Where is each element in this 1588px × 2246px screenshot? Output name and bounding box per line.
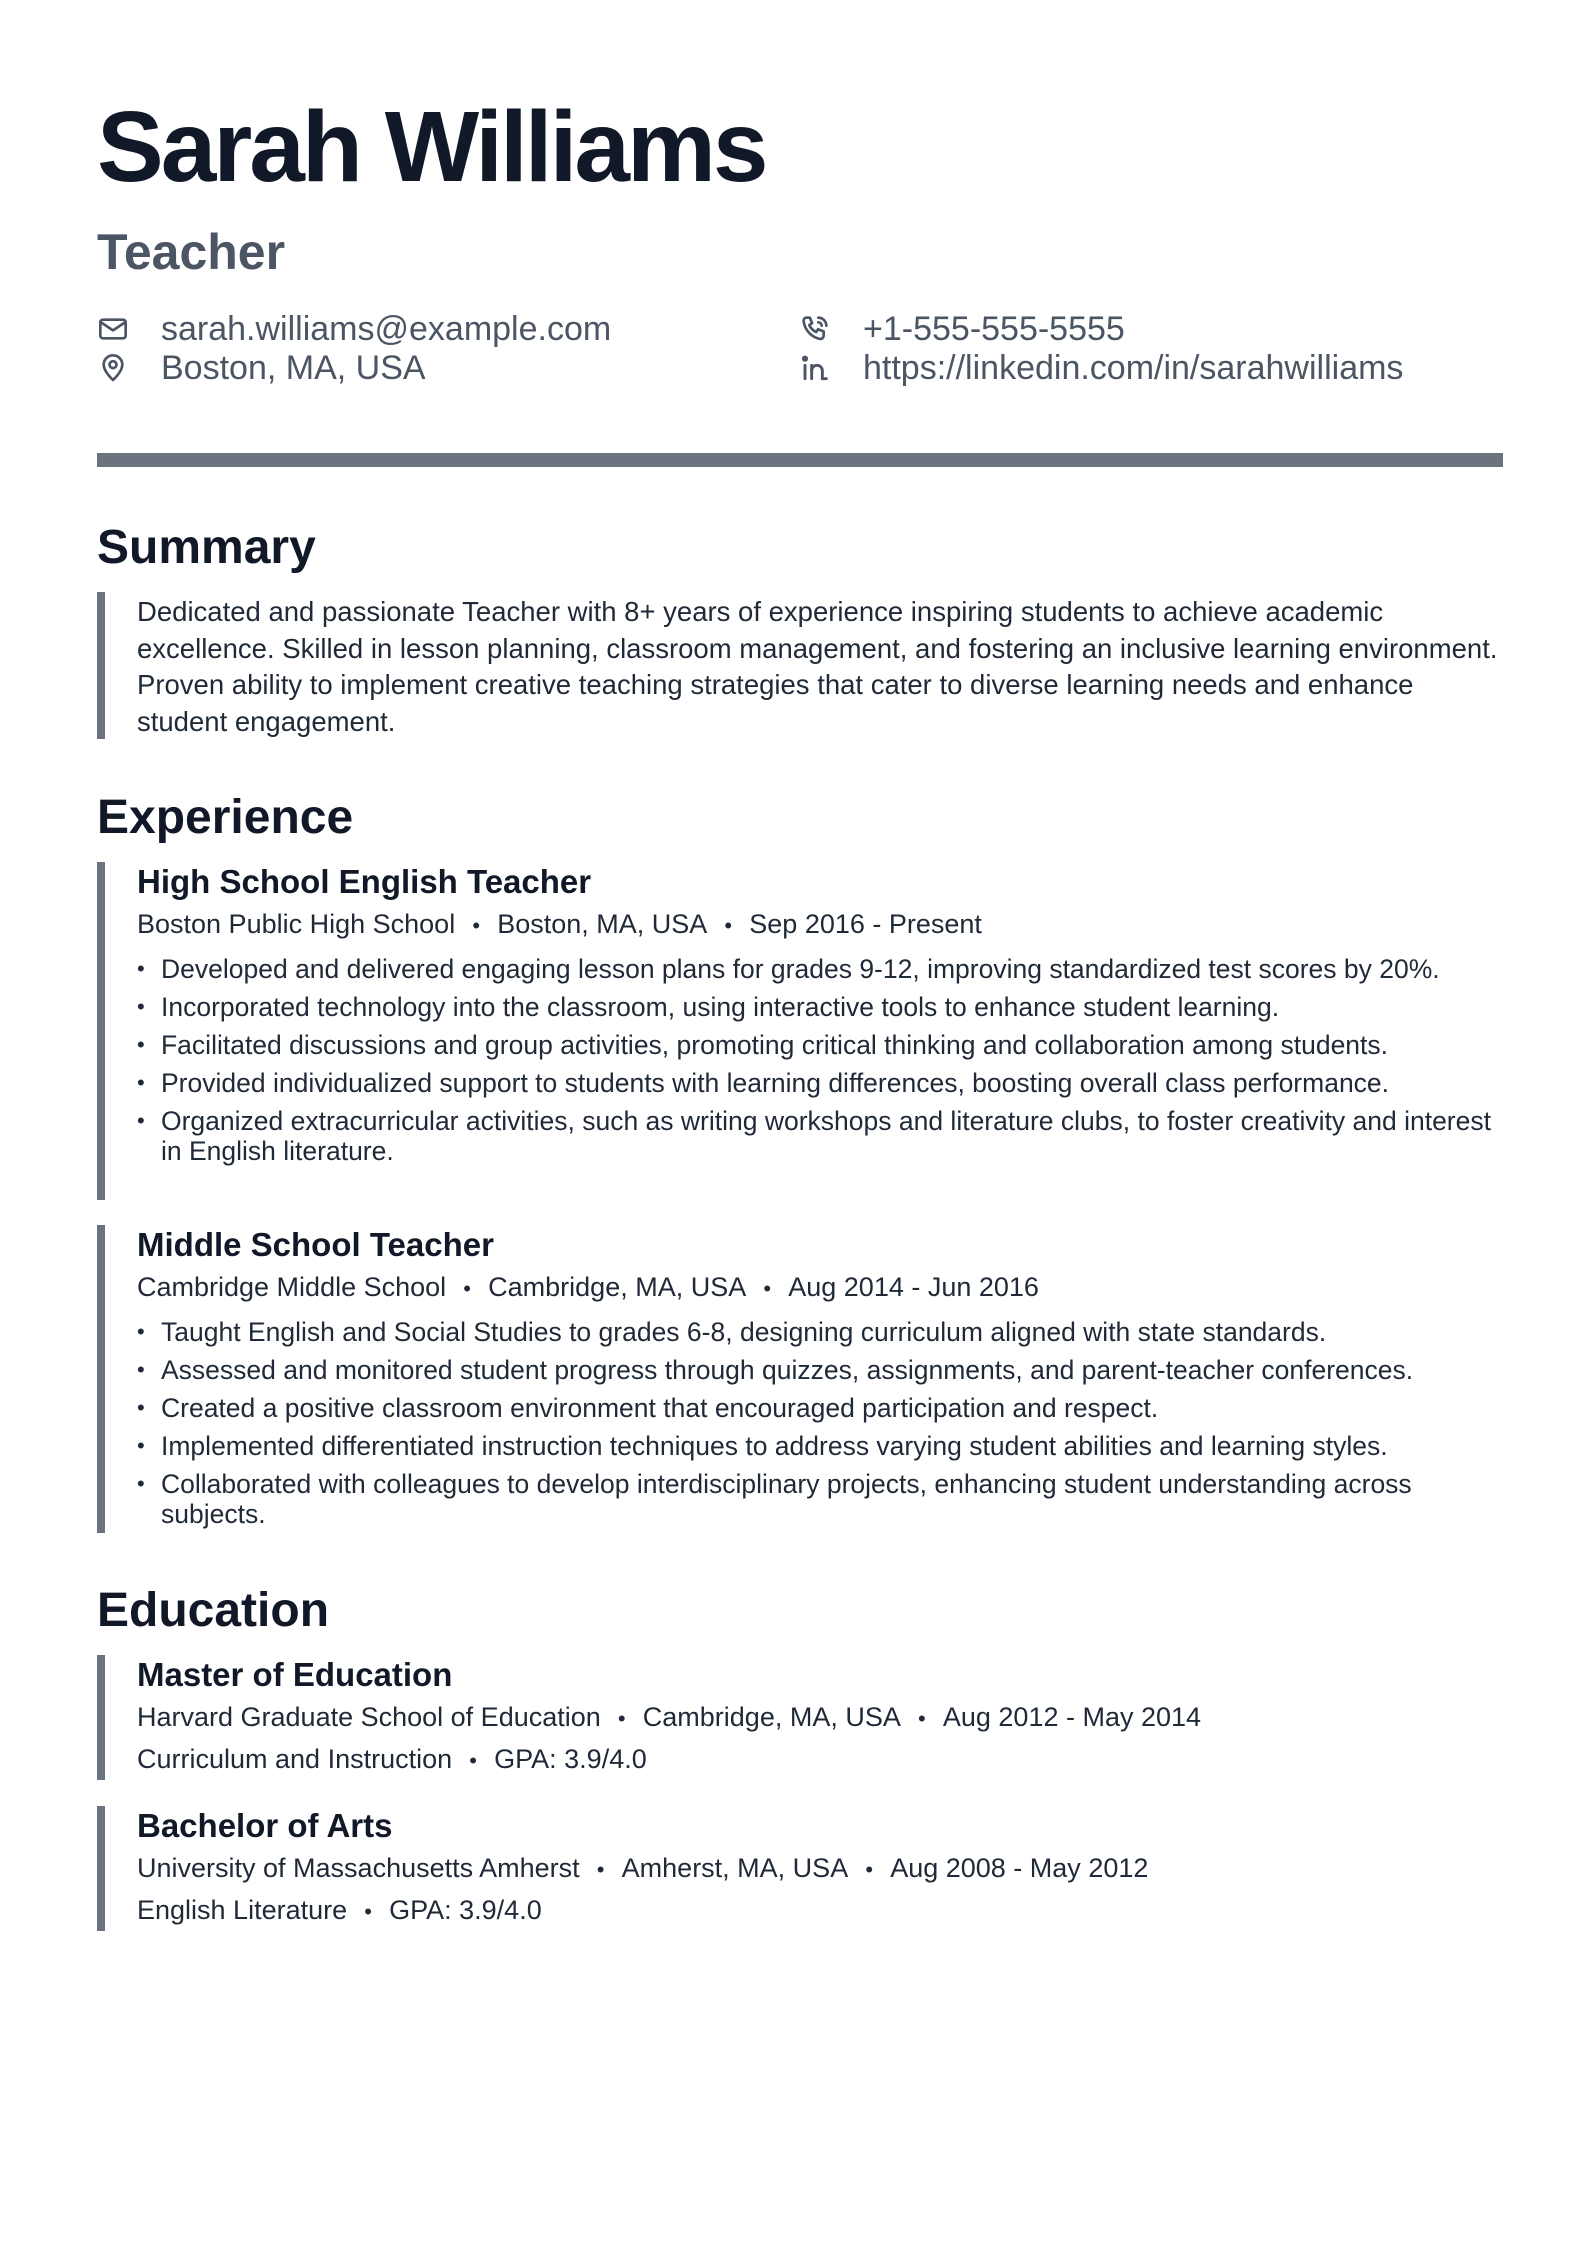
job-meta	[137, 1269, 1503, 1307]
map-pin-icon	[97, 352, 129, 384]
mail-icon	[97, 313, 129, 345]
contact-phone[interactable]	[799, 309, 1125, 349]
education-details	[137, 1892, 1503, 1930]
meta-separator: •	[617, 1706, 626, 1731]
list-item: • Assessed and monitored student progress through quizzes, assignments, and parent-teacher conferences.	[137, 1355, 1503, 1385]
job-dates: Sep 2016 - Present	[749, 909, 982, 939]
field-of-study: English Literature	[137, 1895, 348, 1925]
job-bullets	[137, 1317, 1503, 1529]
education-dates: Aug 2008 - May 2012	[890, 1853, 1149, 1883]
phone-text: +1-555-555-5555	[863, 309, 1125, 348]
job-dates: Aug 2014 - Jun 2016	[788, 1272, 1039, 1302]
contact-email[interactable]	[97, 309, 611, 349]
meta-separator: •	[763, 1276, 772, 1301]
candidate-role: Teacher	[97, 224, 286, 280]
job-company: Boston Public High School	[137, 909, 456, 939]
contact-info	[97, 309, 1503, 389]
meta-separator: •	[865, 1857, 874, 1882]
list-item: • Provided individualized support to students with learning differences, boosting overall class performance.	[137, 1068, 1503, 1098]
linkedin-text: https://linkedin.com/in/sarahwilliams	[863, 348, 1404, 387]
job-meta	[137, 906, 1503, 944]
contact-location	[97, 348, 426, 388]
degree-title: Bachelor of Arts	[137, 1807, 393, 1844]
header-divider	[97, 453, 1503, 467]
meta-separator: •	[469, 1748, 477, 1773]
job-location: Boston, MA, USA	[497, 909, 708, 939]
job-title: Middle School Teacher	[137, 1226, 494, 1263]
job-bullets	[137, 954, 1503, 1166]
job-entry	[97, 1225, 1503, 1533]
list-item: • Taught English and Social Studies to grades 6-8, designing curriculum aligned with state standards.	[137, 1317, 1503, 1347]
job-company: Cambridge Middle School	[137, 1272, 447, 1302]
summary-heading: Summary	[97, 521, 316, 574]
list-item: • Collaborated with colleagues to develop interdisciplinary projects, enhancing student understanding across subjects.	[137, 1469, 1503, 1529]
job-location: Cambridge, MA, USA	[488, 1272, 747, 1302]
job-title: High School English Teacher	[137, 863, 592, 900]
job-entry	[97, 862, 1503, 1200]
meta-separator: •	[596, 1857, 605, 1882]
education-entry	[97, 1655, 1503, 1780]
list-item: • Facilitated discussions and group activities, promoting critical thinking and collaboration among students.	[137, 1030, 1503, 1060]
list-item: • Organized extracurricular activities, such as writing workshops and literature clubs, to foster creativity and interest in English literature.	[137, 1106, 1503, 1166]
list-item: • Incorporated technology into the classroom, using interactive tools to enhance student learning.	[137, 992, 1503, 1022]
education-dates: Aug 2012 - May 2014	[942, 1702, 1202, 1732]
meta-separator: •	[472, 913, 481, 938]
linkedin-icon	[799, 352, 831, 384]
meta-separator: •	[918, 1706, 926, 1731]
meta-separator: •	[724, 913, 733, 938]
candidate-name: Sarah Williams	[97, 91, 766, 203]
education-heading: Education	[97, 1584, 330, 1637]
email-text: sarah.williams@example.com	[161, 309, 612, 348]
phone-icon	[799, 313, 831, 345]
location-text: Boston, MA, USA	[161, 348, 426, 387]
school-name: University of Massachusetts Amherst	[137, 1853, 580, 1883]
school-location: Cambridge, MA, USA	[642, 1702, 901, 1732]
summary-text: Dedicated and passionate Teacher with 8+ years of experience inspiring students to achieve academic excellence. Skilled in lesson planning, classroom management, and fostering an inclusive learning environment. Proven ability to implement creative teaching strategies that cater to diverse learning needs and enhance student engagement.	[137, 596, 1498, 737]
list-item: • Created a positive classroom environment that encouraged participation and respect.	[137, 1393, 1503, 1423]
degree-title: Master of Education	[137, 1656, 453, 1693]
education-meta	[137, 1850, 1503, 1888]
gpa: GPA: 3.9/4.0	[494, 1744, 647, 1774]
list-item: • Implemented differentiated instruction techniques to address varying student abilities and learning styles.	[137, 1431, 1503, 1461]
education-entry	[97, 1806, 1503, 1931]
experience-heading: Experience	[97, 791, 354, 844]
field-of-study: Curriculum and Instruction	[137, 1744, 453, 1774]
meta-separator: •	[463, 1276, 471, 1301]
meta-separator: •	[364, 1899, 372, 1924]
education-details	[137, 1741, 1503, 1779]
gpa: GPA: 3.9/4.0	[389, 1895, 542, 1925]
school-name: Harvard Graduate School of Education	[137, 1702, 601, 1732]
summary-block	[97, 592, 1503, 739]
education-meta	[137, 1699, 1503, 1737]
contact-linkedin[interactable]	[799, 348, 1403, 388]
school-location: Amherst, MA, USA	[621, 1853, 849, 1883]
list-item: • Developed and delivered engaging lesson plans for grades 9-12, improving standardized test scores by 20%.	[137, 954, 1503, 984]
